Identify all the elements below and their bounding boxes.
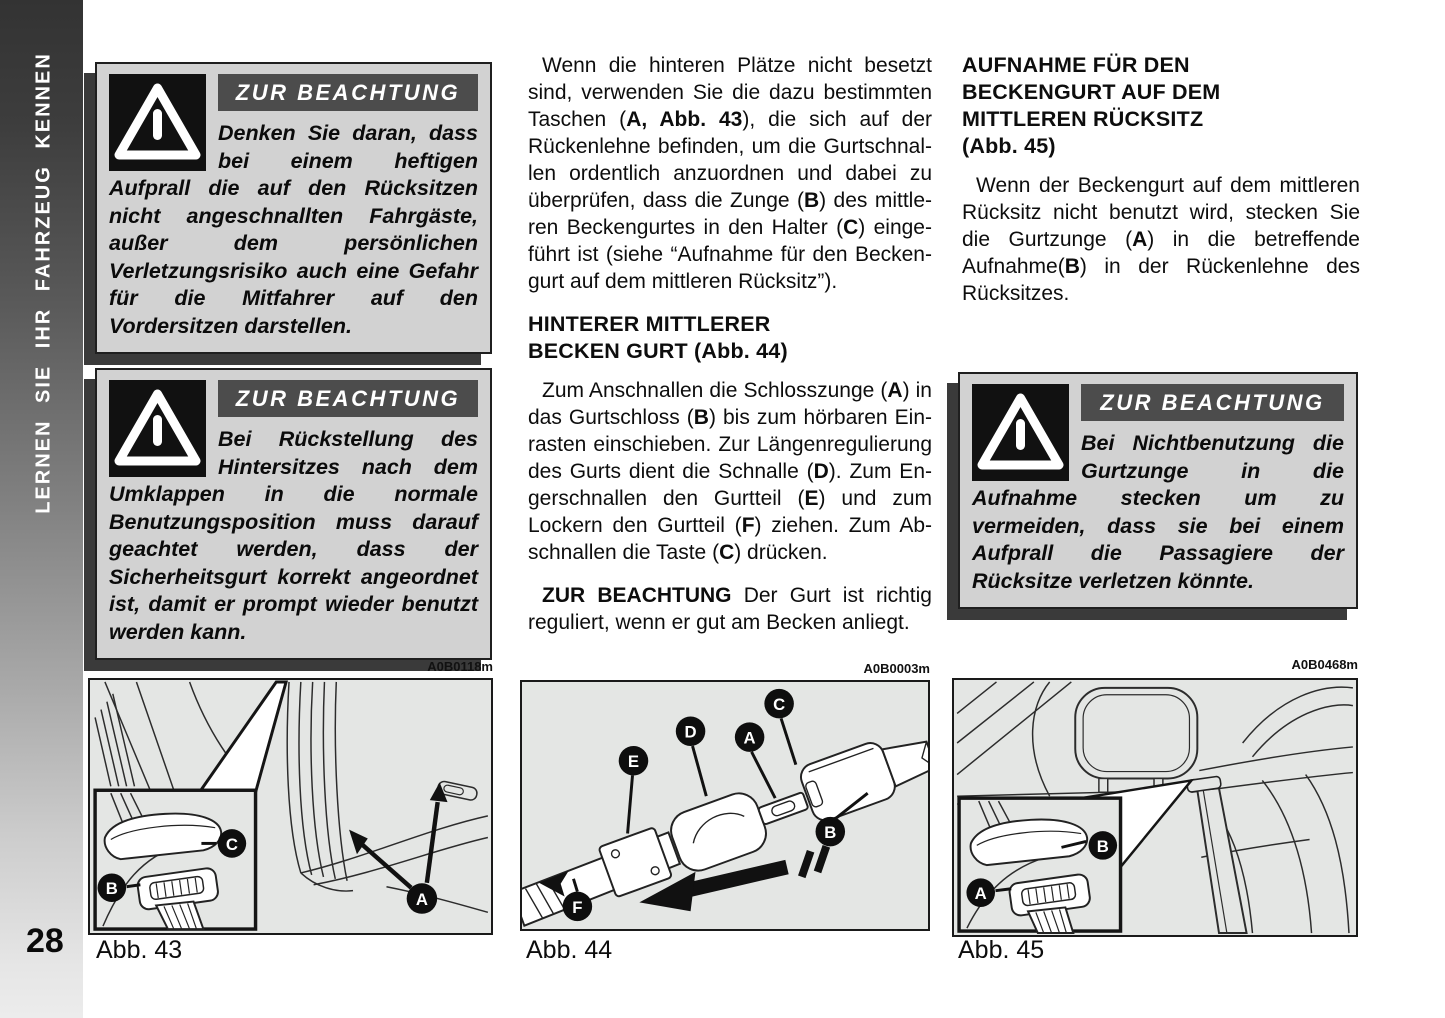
sidebar-chapter-title: LERNEN SIE IHR FAHRZEUG KENNEN [32, 52, 55, 514]
figure-code: A0B0003m [863, 661, 930, 676]
svg-text:F: F [572, 897, 583, 917]
figure-44-illustration [520, 680, 930, 931]
svg-text:B: B [105, 879, 118, 899]
paragraph-rear-pockets: Wenn die hinteren Plätze nicht besetzt sind, verwenden Sie die dazu bestimmten Taschen (A, Abb. 43), die sich auf der Rückenlehne befinden, um die Gurtschnallen ordentlich anzuordnen und dabei zu überprüfen, dass die Zunge (B) des mittleren Beckengurtes in den Halter (C) eingeführt ist (siehe “Aufnahme für den Beckengurt auf dem mittleren Rücksitz”). [528, 54, 933, 293]
warning-box-stow-tongue [958, 372, 1358, 609]
figure-code: A0B0468m [1291, 657, 1358, 672]
warning-header: ZUR BEACHTUNG [218, 74, 478, 111]
warning-text: Denken Sie daran, dass bei einem heftigen Aufprall die auf den Rücksitzen nicht angeschnallten Fahrgäste, außer dem persönlichen Verletzungsrisiko auch eine Gefahr für die Mitfahrer auf den Vordersitzen darstellen. [109, 121, 478, 338]
paragraph-belt-stowage: Wenn der Beckengurt auf dem mittleren Rücksitz nicht benutzt wird, stecken Sie die Gurtzunge (A) in die betreffende Aufnahme(B) in der Rückenlehne des Rücksitzes. [962, 174, 1360, 305]
warning-header: ZUR BEACHTUNG [1081, 384, 1344, 421]
warning-text: Bei Nichtbenutzung die Gurtzunge in die Aufnahme stecken um zu vermeiden, dass sie bei einem Aufprall die Passagiere der Rücksitze verletzen könnte. [972, 431, 1344, 593]
warning-triangle-icon [109, 74, 206, 171]
svg-text:B: B [824, 823, 837, 843]
middle-column [528, 52, 932, 650]
warning-box-rear-seat [95, 62, 492, 354]
right-column [962, 52, 1360, 321]
warning-box-seat-return [95, 368, 492, 660]
svg-text:A: A [415, 890, 428, 910]
heading-belt-stowage: AUFNAHME FÜR DEN BECKENGURT AUF DEM MITTLEREN RÜCKSITZ (Abb. 45) [962, 53, 1221, 158]
paragraph-lap-belt-usage: Zum Anschnallen die Schlosszunge (A) in das Gurtschloss (B) bis zum hörbaren Einrasten einschieben. Zur Längenregulierung des Gurts dient die Schnalle (D). Zum Engerschnallen den Gurtteil (E) und zum Lockern den Gurtteil (F) ziehen. Zum Abschnallen die Taste (C) drücken. [528, 379, 932, 564]
heading-rear-centre-lap-belt: HINTERER MITTLERER BECKEN GURT (Abb. 44) [528, 312, 788, 363]
paragraph-note: ZUR BEACHTUNG Der Gurt ist richtig reguliert, wenn er gut am Becken anliegt. [528, 584, 932, 634]
warning-text: Bei Rückstellung des Hintersitzes nach dem Umklappen in die normale Benutzungsposition muss darauf geachtet werden, dass der Sicherheitsgurt korrekt angeordnet ist, damit er prompt wieder benutzt werden kann. [109, 427, 478, 644]
svg-text:A: A [743, 728, 756, 748]
figure-code: A0B0118m [427, 659, 493, 674]
figure-caption: Abb. 45 [958, 936, 1045, 964]
svg-text:C: C [773, 695, 786, 715]
warning-header: ZUR BEACHTUNG [218, 380, 478, 417]
svg-text:A: A [974, 884, 987, 904]
sidebar-band [0, 0, 83, 1018]
figure-43-illustration [88, 678, 493, 935]
svg-text:B: B [1096, 836, 1109, 856]
figure-caption: Abb. 44 [526, 936, 613, 964]
svg-text:D: D [684, 722, 697, 742]
svg-text:C: C [225, 834, 238, 854]
figure-caption: Abb. 43 [96, 936, 183, 964]
figure-45-illustration [952, 678, 1358, 937]
page-number: 28 [26, 922, 64, 960]
svg-text:E: E [627, 752, 640, 772]
warning-triangle-icon [109, 380, 206, 477]
warning-triangle-icon [972, 384, 1069, 481]
